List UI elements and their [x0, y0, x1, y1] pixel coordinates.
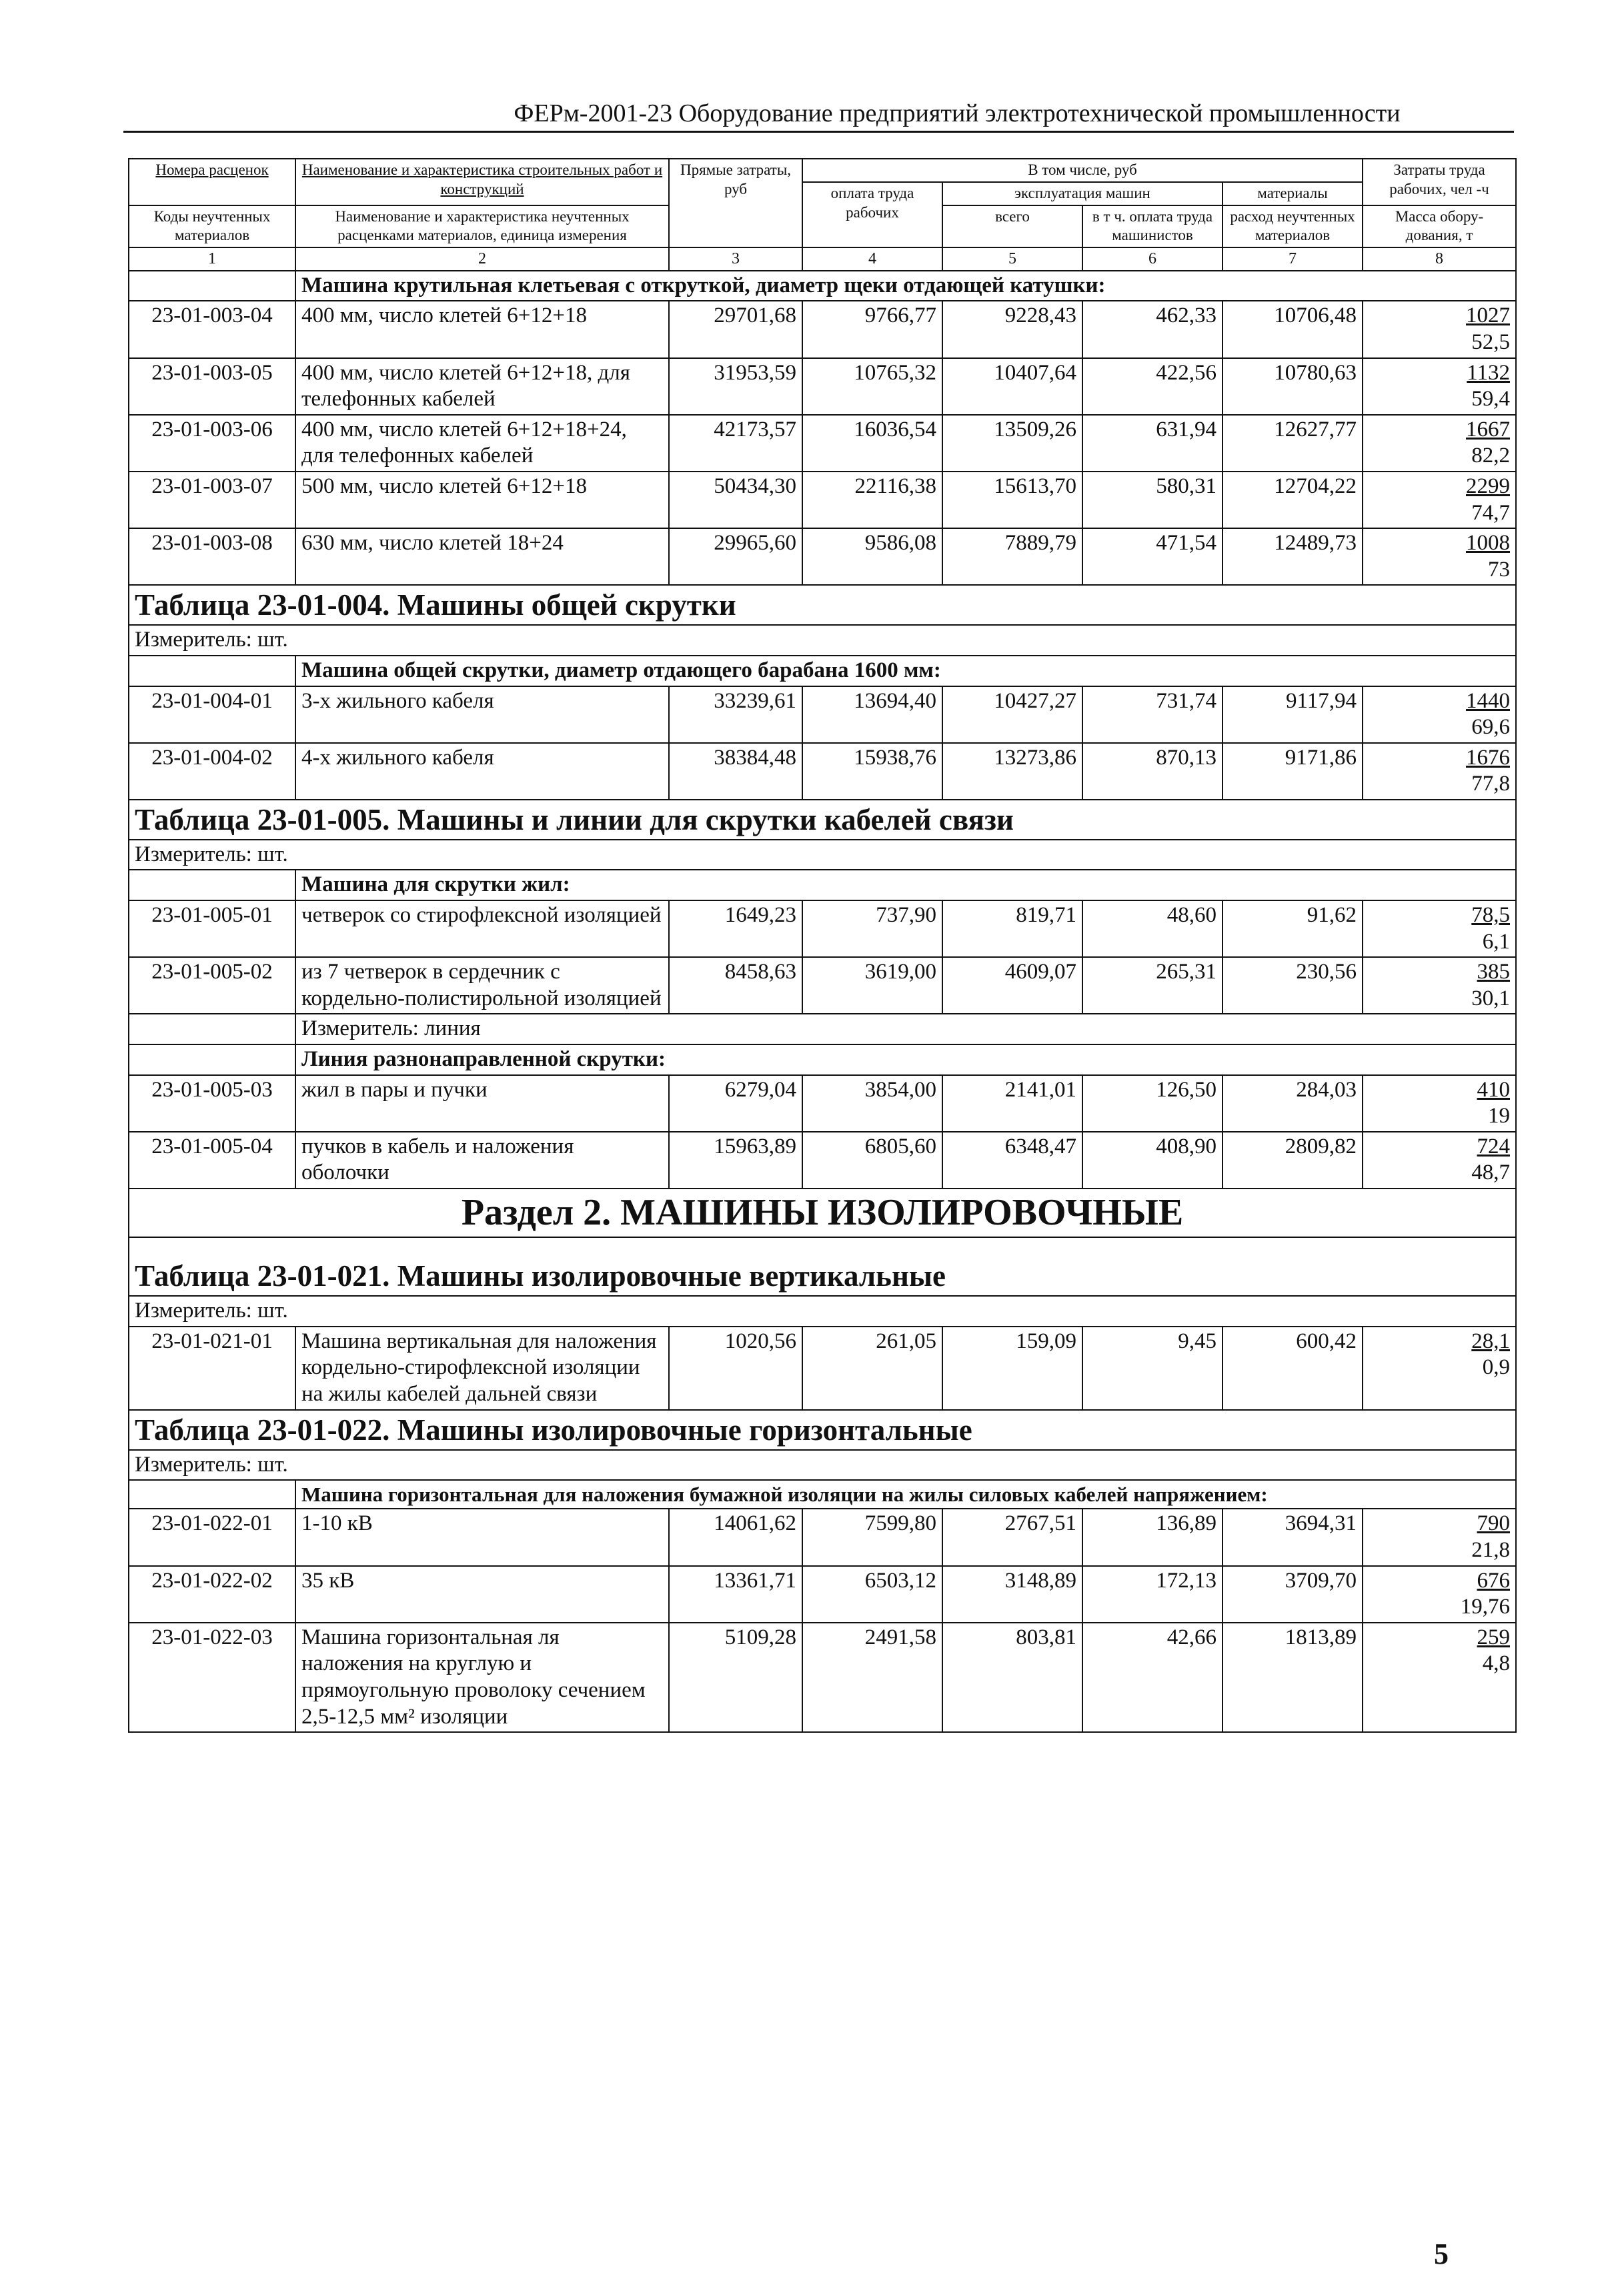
subheading: Машина горизонтальная для наложения бумажной изоляции на жилы силовых кабелей напряжением:: [295, 1480, 1516, 1509]
direct-cost: 38384,48: [669, 743, 802, 800]
col-header-3: Прямые затраты, руб: [669, 159, 802, 247]
labor-hours: 1440: [1466, 688, 1511, 713]
header-row-1: [129, 159, 1516, 182]
labor-mass-cell: [1363, 957, 1516, 1014]
subheading: Машина для скрутки жил:: [295, 870, 1516, 900]
machines-total: 2767,51: [942, 1509, 1082, 1565]
rate-code: 23-01-022-03: [129, 1623, 295, 1732]
work-name: 1-10 кВ: [295, 1509, 669, 1565]
table-row: [129, 358, 1516, 415]
equipment-mass: 69,6: [1471, 715, 1511, 740]
table-title: Таблица 23-01-021. Машины изолировочные вертикальные: [129, 1237, 1516, 1296]
rate-code: 23-01-003-06: [129, 415, 295, 472]
labor-pay: 22116,38: [802, 472, 942, 528]
labor-pay: 9586,08: [802, 528, 942, 585]
machines-total: 4609,07: [942, 957, 1082, 1014]
equipment-mass: 48,7: [1471, 1161, 1511, 1185]
labor-mass-cell: [1363, 1566, 1516, 1623]
direct-cost: 8458,63: [669, 957, 802, 1014]
direct-cost: 1020,56: [669, 1327, 802, 1410]
rates-table: [128, 158, 1517, 1733]
labor-mass-cell: [1363, 1132, 1516, 1189]
direct-cost: 1649,23: [669, 900, 802, 957]
measure-label: Измеритель: шт.: [129, 625, 1516, 656]
materials-cost: 284,03: [1223, 1075, 1363, 1132]
labor-hours: 385: [1477, 960, 1511, 984]
machines-total: 15613,70: [942, 472, 1082, 528]
labor-pay: 3619,00: [802, 957, 942, 1014]
equipment-mass: 30,1: [1471, 986, 1511, 1010]
rate-code: 23-01-004-02: [129, 743, 295, 800]
col-header-8-top: Затраты труда рабочих, чел -ч: [1363, 159, 1516, 205]
labor-mass-cell: [1363, 686, 1516, 743]
rate-code: 23-01-003-08: [129, 528, 295, 585]
header-rule: [123, 131, 1514, 133]
equipment-mass: 21,8: [1471, 1537, 1511, 1562]
table-row: [129, 1566, 1516, 1623]
table-title-row: [129, 800, 1516, 840]
work-name: 35 кВ: [295, 1566, 669, 1623]
operators-pay: 126,50: [1082, 1075, 1223, 1132]
table-title: Таблица 23-01-022. Машины изолировочные горизонтальные: [129, 1410, 1516, 1450]
rate-code: 23-01-005-01: [129, 900, 295, 957]
labor-hours: 1132: [1467, 360, 1511, 385]
col-header-8-bottom: Масса обору-дования, т: [1363, 205, 1516, 248]
table-title: Таблица 23-01-004. Машины общей скрутки: [129, 585, 1516, 625]
equipment-mass: 52,5: [1471, 329, 1511, 354]
direct-cost: 42173,57: [669, 415, 802, 472]
work-name: пучков в кабель и наложения оболочки: [295, 1132, 669, 1189]
page-header-title: ФЕРм-2001-23 Оборудование предприятий электротехнической промышленности: [514, 99, 1401, 127]
measure-label: Измеритель: линия: [295, 1014, 1516, 1044]
operators-pay: 731,74: [1082, 686, 1223, 743]
rate-code: 23-01-004-01: [129, 686, 295, 743]
rate-code: 23-01-005-03: [129, 1075, 295, 1132]
machines-total: 3148,89: [942, 1566, 1082, 1623]
machines-total: 2141,01: [942, 1075, 1082, 1132]
col-header-1-top: Номера расценок: [129, 159, 295, 205]
materials-cost: 2809,82: [1223, 1132, 1363, 1189]
table-row: [129, 415, 1516, 472]
materials-cost: 10780,63: [1223, 358, 1363, 415]
work-name: Машина горизонтальная ля наложения на круглую и прямоугольную проволоку сечением 2,5-12,5 мм² изоляции: [295, 1623, 669, 1732]
labor-hours: 1027: [1466, 303, 1511, 328]
labor-mass-cell: [1363, 472, 1516, 528]
table-title-row: [129, 1410, 1516, 1450]
table-row: [129, 1132, 1516, 1189]
direct-cost: 6279,04: [669, 1075, 802, 1132]
materials-cost: 3709,70: [1223, 1566, 1363, 1623]
table-row: [129, 301, 1516, 357]
labor-hours: 259: [1477, 1625, 1511, 1649]
labor-mass-cell: [1363, 528, 1516, 585]
subheading-row: [129, 656, 1516, 686]
labor-pay: 10765,32: [802, 358, 942, 415]
table-row: [129, 1075, 1516, 1132]
labor-mass-cell: [1363, 1623, 1516, 1732]
col-header-6: в т ч. оплата труда машинистов: [1082, 205, 1223, 248]
materials-cost: 1813,89: [1223, 1623, 1363, 1732]
operators-pay: 42,66: [1082, 1623, 1223, 1732]
rate-code: 23-01-022-02: [129, 1566, 295, 1623]
measure-row: [129, 1450, 1516, 1481]
equipment-mass: 77,8: [1471, 772, 1511, 796]
table-row: [129, 472, 1516, 528]
work-name: 400 мм, число клетей 6+12+18: [295, 301, 669, 357]
subheading: Линия разнонаправленной скрутки:: [295, 1044, 1516, 1075]
column-numbers-row: [129, 247, 1516, 271]
col-header-7: расход неучтенных материалов: [1223, 205, 1363, 248]
work-name: 400 мм, число клетей 6+12+18+24, для телефонных кабелей: [295, 415, 669, 472]
machines-total: 13509,26: [942, 415, 1082, 472]
rate-code: 23-01-003-04: [129, 301, 295, 357]
labor-hours: 78,5: [1471, 903, 1511, 928]
rate-code: 23-01-003-07: [129, 472, 295, 528]
col-header-2-bottom: Наименование и характеристика неучтенных расценками материалов, единица измерения: [295, 205, 669, 248]
work-name: Машина вертикальная для наложения кордельно-стирофлексной изоляции на жилы кабелей дальней связи: [295, 1327, 669, 1410]
direct-cost: 13361,71: [669, 1566, 802, 1623]
direct-cost: 29701,68: [669, 301, 802, 357]
operators-pay: 471,54: [1082, 528, 1223, 585]
table-title: Таблица 23-01-005. Машины и линии для скрутки кабелей связи: [129, 800, 1516, 840]
operators-pay: 870,13: [1082, 743, 1223, 800]
work-name: из 7 четверок в сердечник с кордельно-полистирольной изоляцией: [295, 957, 669, 1014]
labor-mass-cell: [1363, 743, 1516, 800]
rate-code: 23-01-003-05: [129, 358, 295, 415]
equipment-mass: 74,7: [1471, 500, 1511, 525]
machines-total: 10427,27: [942, 686, 1082, 743]
subheading: Машина крутильная клетьевая с откруткой, диаметр щеки отдающей катушки:: [295, 271, 1516, 301]
materials-cost: 12704,22: [1223, 472, 1363, 528]
labor-pay: 16036,54: [802, 415, 942, 472]
labor-pay: 737,90: [802, 900, 942, 957]
materials-cost: 91,62: [1223, 900, 1363, 957]
labor-pay: 9766,77: [802, 301, 942, 357]
table-row: [129, 900, 1516, 957]
work-name: 500 мм, число клетей 6+12+18: [295, 472, 669, 528]
labor-pay: 3854,00: [802, 1075, 942, 1132]
rate-code: 23-01-022-01: [129, 1509, 295, 1565]
labor-hours: 676: [1477, 1568, 1511, 1593]
table-row: [129, 1623, 1516, 1732]
direct-cost: 5109,28: [669, 1623, 802, 1732]
labor-pay: 2491,58: [802, 1623, 942, 1732]
table-row: [129, 686, 1516, 743]
operators-pay: 408,90: [1082, 1132, 1223, 1189]
operators-pay: 9,45: [1082, 1327, 1223, 1410]
machines-total: 9228,43: [942, 301, 1082, 357]
operators-pay: 462,33: [1082, 301, 1223, 357]
subheading: Машина общей скрутки, диаметр отдающего барабана 1600 мм:: [295, 656, 1516, 686]
labor-pay: 13694,40: [802, 686, 942, 743]
operators-pay: 48,60: [1082, 900, 1223, 957]
measure-label: Измеритель: шт.: [129, 1450, 1516, 1481]
col-number: 2: [295, 247, 669, 271]
operators-pay: 265,31: [1082, 957, 1223, 1014]
labor-pay: 6503,12: [802, 1566, 942, 1623]
rate-code: 23-01-005-04: [129, 1132, 295, 1189]
col-number: 3: [669, 247, 802, 271]
subheading-row: [129, 1044, 1516, 1075]
labor-mass-cell: [1363, 358, 1516, 415]
materials-cost: 10706,48: [1223, 301, 1363, 357]
machines-total: 803,81: [942, 1623, 1082, 1732]
operators-pay: 580,31: [1082, 472, 1223, 528]
operators-pay: 631,94: [1082, 415, 1223, 472]
equipment-mass: 19,76: [1460, 1595, 1511, 1619]
direct-cost: 15963,89: [669, 1132, 802, 1189]
col-number: 5: [942, 247, 1082, 271]
labor-pay: 6805,60: [802, 1132, 942, 1189]
measure-row: [129, 1296, 1516, 1327]
work-name: 630 мм, число клетей 18+24: [295, 528, 669, 585]
work-name: 3-х жильного кабеля: [295, 686, 669, 743]
work-name: 400 мм, число клетей 6+12+18, для телефонных кабелей: [295, 358, 669, 415]
labor-mass-cell: [1363, 415, 1516, 472]
equipment-mass: 19: [1488, 1104, 1511, 1128]
direct-cost: 31953,59: [669, 358, 802, 415]
labor-mass-cell: [1363, 1075, 1516, 1132]
labor-mass-cell: [1363, 1509, 1516, 1565]
section-title-row: [129, 1189, 1516, 1237]
operators-pay: 422,56: [1082, 358, 1223, 415]
col-header-4: оплата труда рабочих: [802, 182, 942, 247]
labor-hours: 1676: [1466, 745, 1511, 770]
table-row: [129, 743, 1516, 800]
equipment-mass: 6,1: [1482, 929, 1511, 954]
labor-mass-cell: [1363, 301, 1516, 357]
labor-hours: 724: [1477, 1134, 1511, 1159]
col-header-1-bottom: Коды неучтенных материалов: [129, 205, 295, 248]
subheading-row: [129, 271, 1516, 301]
labor-hours: 2299: [1466, 474, 1511, 498]
labor-pay: 15938,76: [802, 743, 942, 800]
work-name: четверок со стирофлексной изоляцией: [295, 900, 669, 957]
col-number: 4: [802, 247, 942, 271]
labor-mass-cell: [1363, 900, 1516, 957]
machines-total: 819,71: [942, 900, 1082, 957]
equipment-mass: 0,9: [1482, 1355, 1511, 1380]
operators-pay: 136,89: [1082, 1509, 1223, 1565]
direct-cost: 29965,60: [669, 528, 802, 585]
subheading-row: [129, 1480, 1516, 1509]
col-header-5: всего: [942, 205, 1082, 248]
materials-cost: 9117,94: [1223, 686, 1363, 743]
col-header-group: В том числе, руб: [802, 159, 1363, 182]
equipment-mass: 4,8: [1482, 1651, 1511, 1676]
rate-code: 23-01-005-02: [129, 957, 295, 1014]
labor-pay: 7599,80: [802, 1509, 942, 1565]
measure-label: Измеритель: шт.: [129, 840, 1516, 870]
machines-total: 7889,79: [942, 528, 1082, 585]
col-number: 6: [1082, 247, 1223, 271]
table-title-row: [129, 585, 1516, 625]
col-header-materials: материалы: [1223, 182, 1363, 205]
work-name: 4-х жильного кабеля: [295, 743, 669, 800]
equipment-mass: 59,4: [1471, 387, 1511, 412]
table-row: [129, 1509, 1516, 1565]
table-title-row: [129, 1237, 1516, 1296]
measure-label: Измеритель: шт.: [129, 1296, 1516, 1327]
labor-hours: 1667: [1466, 417, 1511, 442]
machines-total: 10407,64: [942, 358, 1082, 415]
section-title: Раздел 2. МАШИНЫ ИЗОЛИРОВОЧНЫЕ: [129, 1189, 1516, 1237]
materials-cost: 230,56: [1223, 957, 1363, 1014]
labor-hours: 1008: [1466, 531, 1511, 556]
table-row: [129, 528, 1516, 585]
rate-code: 23-01-021-01: [129, 1327, 295, 1410]
col-header-machines: эксплуатация машин: [942, 182, 1223, 205]
work-name: жил в пары и пучки: [295, 1075, 669, 1132]
subheading-row: [129, 870, 1516, 900]
col-number: 8: [1363, 247, 1516, 271]
labor-hours: 28,1: [1471, 1329, 1511, 1353]
col-header-2-top: Наименование и характеристика строительных работ и конструкций: [295, 159, 669, 205]
table-row: [129, 1327, 1516, 1410]
measure-row: [129, 625, 1516, 656]
labor-mass-cell: [1363, 1327, 1516, 1410]
measure-row: [129, 840, 1516, 870]
direct-cost: 33239,61: [669, 686, 802, 743]
machines-total: 159,09: [942, 1327, 1082, 1410]
labor-hours: 410: [1477, 1077, 1511, 1102]
operators-pay: 172,13: [1082, 1566, 1223, 1623]
page-number: 5: [1434, 2238, 1449, 2270]
col-number: 7: [1223, 247, 1363, 271]
direct-cost: 50434,30: [669, 472, 802, 528]
machines-total: 6348,47: [942, 1132, 1082, 1189]
direct-cost: 14061,62: [669, 1509, 802, 1565]
equipment-mass: 82,2: [1471, 444, 1511, 468]
materials-cost: 9171,86: [1223, 743, 1363, 800]
materials-cost: 12627,77: [1223, 415, 1363, 472]
equipment-mass: 73: [1488, 557, 1511, 582]
materials-cost: 12489,73: [1223, 528, 1363, 585]
labor-hours: 790: [1477, 1511, 1511, 1536]
machines-total: 13273,86: [942, 743, 1082, 800]
materials-cost: 3694,31: [1223, 1509, 1363, 1565]
labor-pay: 261,05: [802, 1327, 942, 1410]
measure-row-2: [129, 1014, 1516, 1044]
col-number: 1: [129, 247, 295, 271]
materials-cost: 600,42: [1223, 1327, 1363, 1410]
table-row: [129, 957, 1516, 1014]
